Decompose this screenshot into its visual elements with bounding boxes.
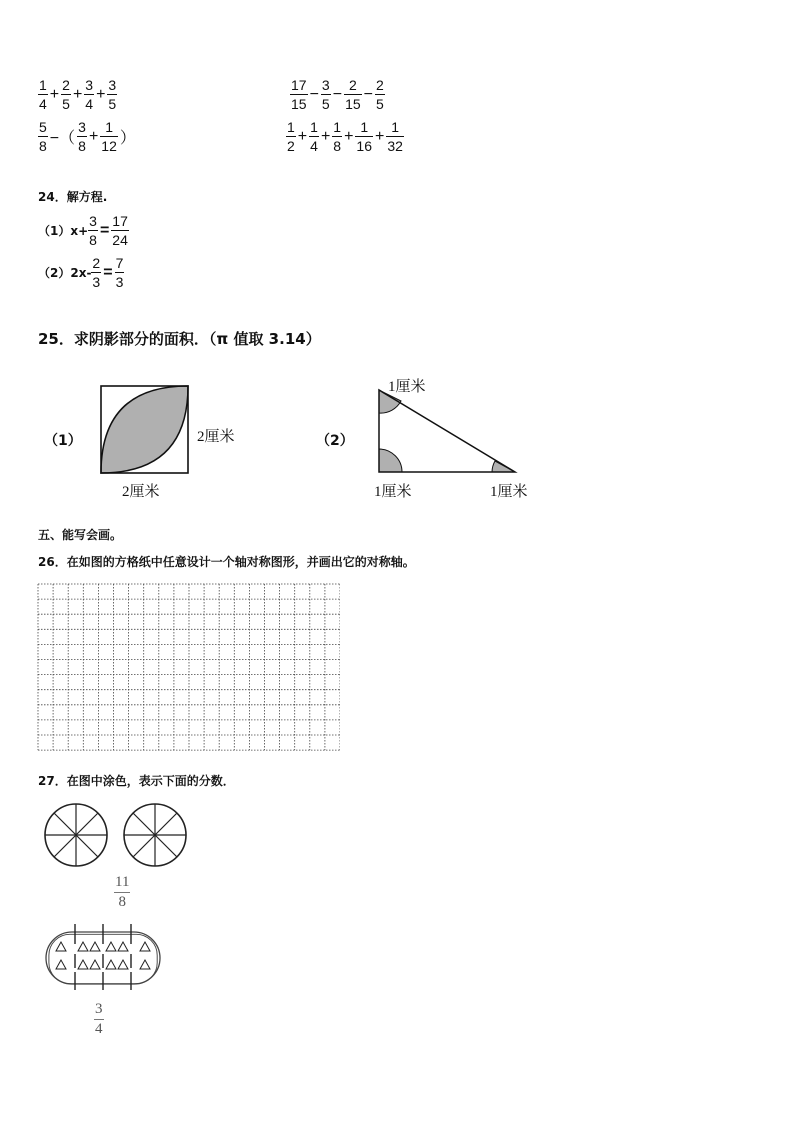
grid-paper[interactable] [36,582,340,752]
figure-2-top-label: 1厘米 [388,379,426,395]
triangle-groups-shape[interactable] [44,918,164,990]
figure-1-right-side-label: 2厘米 [197,429,235,445]
q26-heading: 26．在如图的方格纸中任意设计一个轴对称图形，并画出它的对称轴。 [38,555,415,569]
shaded-leaf [101,386,188,473]
figure-1-label: （1） [44,433,82,449]
fraction-11-8: $\frac{11}{8}$ [115,874,130,910]
q24-heading: 24．解方程. [38,190,108,204]
figure-1-bottom-side-label: 2厘米 [122,484,160,500]
circle-2[interactable] [121,803,191,869]
calc-expression-2: $\frac{17}{15}$ − $\frac{3}{5}$ − $\frac{2}{15}$ − $\frac{2}{5}$ [291,77,384,112]
equation-2: （2）2x- $\frac{2}{3}$ = $\frac{7}{3}$ [38,255,124,290]
calc-expression-3: $\frac{5}{8}$ −（ $\frac{3}{8}$ + $\frac{1}{12}$ ） [39,119,136,154]
q25-heading: 25．求阴影部分的面积．（π 值取 3.14） [38,330,321,348]
figure-2-label: （2） [316,433,354,449]
figure-2-bottom-left-label: 1厘米 [374,484,412,500]
fraction-3-4: $\frac{3}{4}$ [95,1001,103,1037]
right-angle-sector [379,449,402,472]
calc-expression-4: $\frac{1}{2}$ + $\frac{1}{4}$ + $\frac{1}{8}$ + $\frac{1}{16}$ + $\frac{1}{32}$ [287,119,403,154]
square-leaf-figure [95,380,205,480]
right-triangle-figure [372,386,522,478]
section-5-heading: 五、能写会画。 [38,528,123,542]
calc-expression-1: $\frac{1}{4}$ + $\frac{2}{5}$ + $\frac{3}{4}$ + $\frac{3}{5}$ [39,77,117,112]
figure-2-bottom-right-label: 1厘米 [490,484,528,500]
triangle-outline [379,390,515,472]
equation-1: （1）x+ $\frac{3}{8}$ = $\frac{17}{24}$ [38,213,128,248]
circle-1[interactable] [42,803,112,869]
fraction: $\frac{1}{4}$ [39,77,47,112]
q27-heading: 27．在图中涂色，表示下面的分数． [38,774,235,788]
